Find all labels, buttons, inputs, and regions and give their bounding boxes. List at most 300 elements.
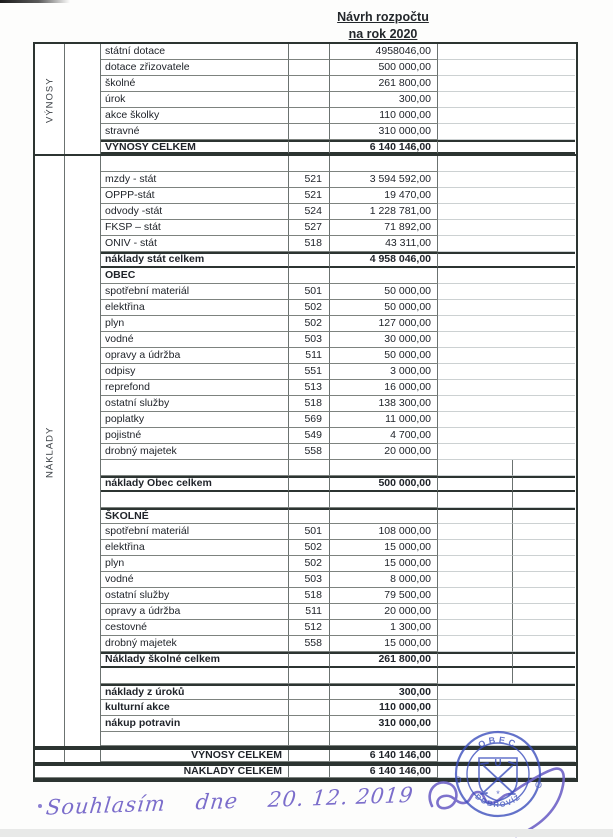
table-row bbox=[35, 252, 576, 268]
note-cell bbox=[438, 92, 575, 108]
approval-date: 20. 12. 2019 bbox=[266, 782, 415, 812]
item-name-cell: školné bbox=[101, 76, 289, 92]
account-number-cell: 518 bbox=[289, 236, 330, 252]
amount-cell: 6 140 146,00 bbox=[330, 140, 438, 154]
account-number-cell: 502 bbox=[289, 540, 330, 556]
note-cell bbox=[438, 508, 513, 524]
spacer-cell bbox=[65, 156, 101, 172]
table-row bbox=[35, 188, 576, 204]
note-cell-2 bbox=[513, 604, 575, 620]
table-row bbox=[35, 364, 576, 380]
note-cell bbox=[438, 268, 575, 284]
amount-cell: 11 000,00 bbox=[330, 412, 438, 428]
table-row bbox=[35, 620, 576, 636]
account-number-cell bbox=[289, 492, 330, 508]
table-row bbox=[35, 268, 576, 284]
table-row bbox=[35, 588, 576, 604]
approval-word: Souhlasím bbox=[44, 791, 168, 820]
spacer-cell bbox=[65, 412, 101, 428]
account-number-cell bbox=[289, 700, 330, 716]
spacer-cell bbox=[65, 284, 101, 300]
table-row bbox=[35, 204, 576, 220]
table-row bbox=[35, 556, 576, 572]
spacer-cell bbox=[65, 204, 101, 220]
stamp-ring-letter-right: O bbox=[535, 780, 543, 790]
account-number-cell: 501 bbox=[289, 284, 330, 300]
item-name-cell: cestovné bbox=[101, 620, 289, 636]
amount-cell: 261 800,00 bbox=[330, 652, 438, 668]
item-name-cell: státní dotace bbox=[101, 44, 289, 60]
item-name-cell: stravné bbox=[101, 124, 289, 140]
note-cell-2 bbox=[513, 508, 575, 524]
account-number-cell: 512 bbox=[289, 620, 330, 636]
stamp-bottom-text: DOBROVÍZ bbox=[473, 792, 523, 810]
handwritten-approval-note bbox=[45, 782, 427, 819]
item-name-cell: plyn bbox=[101, 316, 289, 332]
document-title bbox=[283, 9, 483, 43]
stamp-top-text: OBEC bbox=[476, 734, 520, 751]
item-name-cell: ostatní služby bbox=[101, 588, 289, 604]
account-number-cell bbox=[289, 44, 330, 60]
table-row bbox=[35, 700, 576, 716]
spacer-cell bbox=[65, 108, 101, 124]
spacer-cell bbox=[65, 732, 101, 746]
item-name-cell: spotřební materiál bbox=[101, 284, 289, 300]
note-cell-2 bbox=[513, 476, 575, 492]
account-number-cell bbox=[289, 508, 330, 524]
rail-label-naklady: NÁKLADY bbox=[44, 426, 56, 478]
account-number-cell: 518 bbox=[289, 396, 330, 412]
amount-cell: 43 311,00 bbox=[330, 236, 438, 252]
stamp-monogram: U bbox=[494, 758, 502, 769]
spacer-cell bbox=[65, 700, 101, 716]
item-name-cell: OPPP-stát bbox=[101, 188, 289, 204]
amount-cell: 110 000,00 bbox=[330, 108, 438, 124]
account-number-cell: 558 bbox=[289, 444, 330, 460]
note-cell bbox=[438, 108, 575, 124]
table-row bbox=[35, 220, 576, 236]
item-name-cell bbox=[101, 668, 289, 684]
amount-cell: 50 000,00 bbox=[330, 348, 438, 364]
item-name-cell bbox=[101, 732, 289, 746]
item-name-cell: vodné bbox=[101, 332, 289, 348]
amount-cell: 261 800,00 bbox=[330, 76, 438, 92]
spacer-cell bbox=[65, 172, 101, 188]
account-number-cell bbox=[289, 140, 330, 154]
note-cell bbox=[438, 604, 513, 620]
note-cell bbox=[438, 540, 513, 556]
amount-cell: 1 228 781,00 bbox=[330, 204, 438, 220]
account-number-cell bbox=[289, 652, 330, 668]
amount-cell bbox=[330, 460, 438, 476]
item-name-cell: spotřební materiál bbox=[101, 524, 289, 540]
account-number-cell: 551 bbox=[289, 364, 330, 380]
note-cell bbox=[438, 476, 513, 492]
account-number-cell bbox=[289, 716, 330, 732]
amount-cell: 79 500,00 bbox=[330, 588, 438, 604]
item-name-cell: opravy a údržba bbox=[101, 348, 289, 364]
table-row bbox=[35, 396, 576, 412]
note-cell bbox=[438, 444, 575, 460]
table-row bbox=[35, 300, 576, 316]
amount-cell bbox=[330, 268, 438, 284]
account-number-cell: 501 bbox=[289, 524, 330, 540]
note-cell bbox=[438, 588, 513, 604]
spacer-cell bbox=[65, 460, 101, 476]
spacer-cell bbox=[65, 476, 101, 492]
amount-cell: 15 000,00 bbox=[330, 556, 438, 572]
table-row bbox=[35, 412, 576, 428]
note-cell bbox=[438, 220, 575, 236]
amount-cell: 108 000,00 bbox=[330, 524, 438, 540]
spacer-cell bbox=[65, 76, 101, 92]
spacer-cell bbox=[65, 252, 101, 268]
account-number-cell: 511 bbox=[289, 348, 330, 364]
svg-text:OBEC bbox=[476, 735, 519, 750]
amount-cell: 310 000,00 bbox=[330, 716, 438, 732]
table-row bbox=[35, 140, 576, 156]
spacer-cell bbox=[65, 556, 101, 572]
table-row bbox=[35, 60, 576, 76]
amount-cell: 71 892,00 bbox=[330, 220, 438, 236]
spacer-cell bbox=[65, 92, 101, 108]
item-name-cell: elektřina bbox=[101, 540, 289, 556]
note-cell-2 bbox=[513, 540, 575, 556]
item-name-cell: kulturní akce bbox=[101, 700, 289, 716]
note-cell bbox=[438, 652, 513, 668]
spacer-cell bbox=[65, 636, 101, 652]
item-name-cell: odvody -stát bbox=[101, 204, 289, 220]
account-number-cell bbox=[289, 668, 330, 684]
item-name-cell: vodné bbox=[101, 572, 289, 588]
note-cell bbox=[438, 332, 575, 348]
amount-cell: 4958046,00 bbox=[330, 44, 438, 60]
account-number-cell bbox=[289, 156, 330, 172]
account-number-cell bbox=[289, 268, 330, 284]
account-number-cell: 518 bbox=[289, 588, 330, 604]
stamp-star-icon: * bbox=[496, 789, 500, 799]
account-number-cell bbox=[289, 124, 330, 140]
spacer-cell bbox=[65, 716, 101, 732]
spacer-cell bbox=[65, 348, 101, 364]
note-cell bbox=[438, 172, 575, 188]
account-number-cell: 521 bbox=[289, 172, 330, 188]
amount-cell: 19 470,00 bbox=[330, 188, 438, 204]
spacer-cell bbox=[65, 750, 101, 762]
item-name-cell: úrok bbox=[101, 92, 289, 108]
amount-cell: 6 140 146,00 bbox=[330, 766, 438, 778]
note-cell-2 bbox=[513, 668, 575, 684]
spacer-cell bbox=[65, 124, 101, 140]
item-name-cell: opravy a údržba bbox=[101, 604, 289, 620]
table-row bbox=[35, 508, 576, 524]
amount-cell: 4 700,00 bbox=[330, 428, 438, 444]
amount-cell: 500 000,00 bbox=[330, 476, 438, 492]
account-number-cell: 558 bbox=[289, 636, 330, 652]
spacer-cell bbox=[65, 540, 101, 556]
amount-cell: 30 000,00 bbox=[330, 332, 438, 348]
account-number-cell bbox=[289, 76, 330, 92]
item-name-cell: ONIV - stát bbox=[101, 236, 289, 252]
spacer-cell bbox=[65, 236, 101, 252]
note-cell-2 bbox=[513, 652, 575, 668]
note-cell bbox=[438, 300, 575, 316]
budget-table bbox=[33, 42, 578, 782]
note-cell bbox=[438, 460, 513, 476]
item-name-cell: reprefond bbox=[101, 380, 289, 396]
amount-cell: 500 000,00 bbox=[330, 60, 438, 76]
dne-word: dne bbox=[194, 788, 240, 815]
item-name-cell: ŠKOLNÉ bbox=[101, 508, 289, 524]
table-row bbox=[35, 380, 576, 396]
note-cell bbox=[438, 636, 513, 652]
item-name-cell: nákup potravin bbox=[101, 716, 289, 732]
table-row bbox=[35, 76, 576, 92]
table-row bbox=[35, 444, 576, 460]
spacer-cell bbox=[65, 188, 101, 204]
amount-cell: 20 000,00 bbox=[330, 604, 438, 620]
account-number-cell bbox=[289, 108, 330, 124]
note-cell-2 bbox=[513, 620, 575, 636]
spacer-cell bbox=[65, 316, 101, 332]
table-row bbox=[35, 92, 576, 108]
item-name-cell: poplatky bbox=[101, 412, 289, 428]
table-row bbox=[35, 540, 576, 556]
account-number-cell: 524 bbox=[289, 204, 330, 220]
note-cell bbox=[438, 428, 575, 444]
note-cell bbox=[438, 316, 575, 332]
item-name-cell: náklady Obec celkem bbox=[101, 476, 289, 492]
table-row bbox=[35, 156, 576, 172]
account-number-cell: 521 bbox=[289, 188, 330, 204]
account-number-cell: 503 bbox=[289, 572, 330, 588]
account-number-cell: 502 bbox=[289, 300, 330, 316]
item-name-cell: náklady z úroků bbox=[101, 684, 289, 700]
amount-cell: 50 000,00 bbox=[330, 300, 438, 316]
amount-cell: 300,00 bbox=[330, 92, 438, 108]
account-number-cell bbox=[289, 732, 330, 746]
budget-table-rows bbox=[35, 44, 576, 780]
note-cell bbox=[438, 284, 575, 300]
account-number-cell: 513 bbox=[289, 380, 330, 396]
amount-cell bbox=[330, 732, 438, 746]
amount-cell: 16 000,00 bbox=[330, 380, 438, 396]
item-name-cell: pojistné bbox=[101, 428, 289, 444]
table-row bbox=[35, 652, 576, 668]
amount-cell: 1 300,00 bbox=[330, 620, 438, 636]
table-row bbox=[35, 348, 576, 364]
spacer-cell bbox=[65, 364, 101, 380]
account-number-cell: 503 bbox=[289, 332, 330, 348]
amount-cell: 110 000,00 bbox=[330, 700, 438, 716]
table-row bbox=[35, 460, 576, 476]
note-cell bbox=[438, 252, 575, 268]
item-name-cell: elektřina bbox=[101, 300, 289, 316]
spacer-cell bbox=[65, 44, 101, 60]
item-name-cell: NÁKLADY CELKEM bbox=[35, 766, 289, 778]
note-cell-2 bbox=[513, 492, 575, 508]
note-cell bbox=[438, 700, 575, 716]
note-cell bbox=[438, 140, 575, 154]
amount-cell: 300,00 bbox=[330, 684, 438, 700]
spacer-cell bbox=[65, 396, 101, 412]
table-row bbox=[35, 636, 576, 652]
amount-cell: 310 000,00 bbox=[330, 124, 438, 140]
rail-cell bbox=[35, 750, 65, 762]
account-number-cell: 527 bbox=[289, 220, 330, 236]
table-row bbox=[35, 604, 576, 620]
amount-cell bbox=[330, 668, 438, 684]
note-cell bbox=[438, 60, 575, 76]
item-name-cell bbox=[101, 492, 289, 508]
item-name-cell: Náklady školné celkem bbox=[101, 652, 289, 668]
amount-cell: 3 594 592,00 bbox=[330, 172, 438, 188]
note-cell-2 bbox=[513, 460, 575, 476]
account-number-cell bbox=[289, 252, 330, 268]
spacer-cell bbox=[65, 332, 101, 348]
account-number-cell bbox=[289, 476, 330, 492]
note-cell bbox=[438, 620, 513, 636]
table-row bbox=[35, 124, 576, 140]
item-name-cell: dotace zřizovatele bbox=[101, 60, 289, 76]
spacer-cell bbox=[65, 444, 101, 460]
note-cell bbox=[438, 236, 575, 252]
amount-cell: 15 000,00 bbox=[330, 636, 438, 652]
account-number-cell bbox=[289, 750, 330, 762]
table-row bbox=[35, 172, 576, 188]
spacer-cell bbox=[65, 220, 101, 236]
spacer-cell bbox=[65, 140, 101, 154]
amount-cell: 6 140 146,00 bbox=[330, 750, 438, 762]
table-row bbox=[35, 492, 576, 508]
table-row bbox=[35, 236, 576, 252]
note-cell bbox=[438, 76, 575, 92]
spacer-cell bbox=[65, 492, 101, 508]
account-number-cell bbox=[289, 92, 330, 108]
note-cell bbox=[438, 188, 575, 204]
note-cell bbox=[438, 412, 575, 428]
item-name-cell: FKSP – stát bbox=[101, 220, 289, 236]
amount-cell: 15 000,00 bbox=[330, 540, 438, 556]
note-cell bbox=[438, 156, 575, 172]
spacer-cell bbox=[65, 684, 101, 700]
note-cell bbox=[438, 44, 575, 60]
account-number-cell: 569 bbox=[289, 412, 330, 428]
amount-cell: 20 000,00 bbox=[330, 444, 438, 460]
spacer-cell bbox=[65, 620, 101, 636]
item-name-cell: OBEC bbox=[101, 268, 289, 284]
amount-cell: 3 000,00 bbox=[330, 364, 438, 380]
note-cell-2 bbox=[513, 524, 575, 540]
item-name-cell: VÝNOSY CELKEM bbox=[101, 750, 289, 762]
note-cell bbox=[438, 684, 575, 700]
item-name-cell: VÝNOSY CELKEM bbox=[101, 140, 289, 154]
table-row bbox=[35, 476, 576, 492]
table-row bbox=[35, 668, 576, 684]
item-name-cell: drobný majetek bbox=[101, 636, 289, 652]
table-row bbox=[35, 316, 576, 332]
amount-cell: 8 000,00 bbox=[330, 572, 438, 588]
account-number-cell bbox=[289, 766, 330, 778]
spacer-cell bbox=[65, 668, 101, 684]
stamp-ring-letter-left: Э bbox=[455, 775, 462, 785]
item-name-cell: drobný majetek bbox=[101, 444, 289, 460]
item-name-cell: mzdy - stát bbox=[101, 172, 289, 188]
note-cell bbox=[438, 572, 513, 588]
account-number-cell: 549 bbox=[289, 428, 330, 444]
note-cell bbox=[438, 348, 575, 364]
account-number-cell bbox=[289, 684, 330, 700]
note-cell-2 bbox=[513, 588, 575, 604]
note-cell bbox=[438, 380, 575, 396]
account-number-cell: 502 bbox=[289, 316, 330, 332]
table-row bbox=[35, 44, 576, 60]
note-cell bbox=[438, 396, 575, 412]
spacer-cell bbox=[65, 524, 101, 540]
note-cell-2 bbox=[513, 636, 575, 652]
note-cell bbox=[438, 556, 513, 572]
spacer-cell bbox=[65, 60, 101, 76]
amount-cell bbox=[330, 508, 438, 524]
note-cell bbox=[438, 492, 513, 508]
title-line-1: Návrh rozpočtu bbox=[337, 10, 429, 24]
table-row bbox=[35, 684, 576, 700]
spacer-cell bbox=[65, 380, 101, 396]
item-name-cell bbox=[101, 156, 289, 172]
table-row bbox=[35, 572, 576, 588]
note-cell bbox=[438, 524, 513, 540]
item-name-cell: náklady stát celkem bbox=[101, 252, 289, 268]
spacer-cell bbox=[65, 428, 101, 444]
rail-label-vynosy: VÝNOSY bbox=[44, 77, 56, 123]
account-number-cell bbox=[289, 60, 330, 76]
spacer-cell bbox=[65, 588, 101, 604]
note-cell bbox=[438, 668, 513, 684]
item-name-cell: odpisy bbox=[101, 364, 289, 380]
scan-edge-bottom bbox=[0, 829, 613, 837]
amount-cell: 50 000,00 bbox=[330, 284, 438, 300]
item-name-cell: ostatní služby bbox=[101, 396, 289, 412]
amount-cell: 138 300,00 bbox=[330, 396, 438, 412]
amount-cell: 127 000,00 bbox=[330, 316, 438, 332]
spacer-cell bbox=[65, 300, 101, 316]
note-cell-2 bbox=[513, 572, 575, 588]
table-row bbox=[35, 524, 576, 540]
note-cell bbox=[438, 124, 575, 140]
table-row bbox=[35, 428, 576, 444]
scan-artifact-top bbox=[0, 0, 70, 3]
item-name-cell: akce školky bbox=[101, 108, 289, 124]
account-number-cell: 502 bbox=[289, 556, 330, 572]
item-name-cell bbox=[101, 460, 289, 476]
amount-cell bbox=[330, 492, 438, 508]
spacer-cell bbox=[65, 604, 101, 620]
spacer-cell bbox=[65, 572, 101, 588]
amount-cell: 4 958 046,00 bbox=[330, 252, 438, 268]
item-name-cell: plyn bbox=[101, 556, 289, 572]
spacer-cell bbox=[65, 268, 101, 284]
spacer-cell bbox=[65, 652, 101, 668]
note-cell-2 bbox=[513, 556, 575, 572]
municipal-stamp-icon bbox=[452, 728, 544, 820]
note-cell bbox=[438, 364, 575, 380]
account-number-cell: 511 bbox=[289, 604, 330, 620]
spacer-cell bbox=[65, 508, 101, 524]
account-number-cell bbox=[289, 460, 330, 476]
amount-cell bbox=[330, 156, 438, 172]
title-line-2: na rok 2020 bbox=[348, 27, 418, 41]
table-row bbox=[35, 108, 576, 124]
